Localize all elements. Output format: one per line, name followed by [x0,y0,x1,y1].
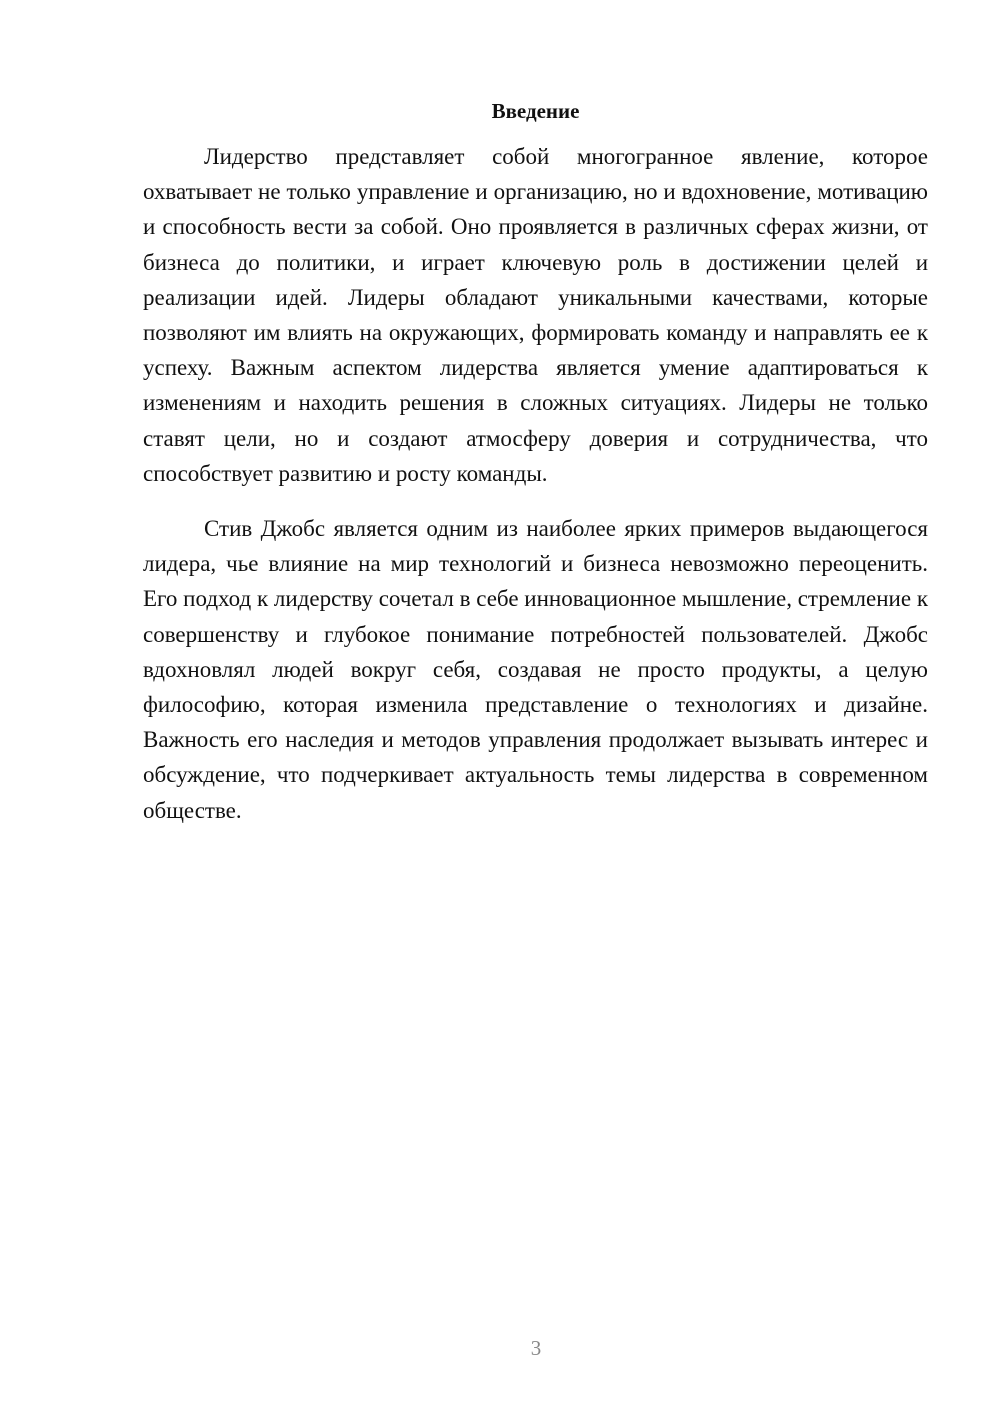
page-number: 3 [530,1336,542,1360]
section-title: Введение [491,99,580,123]
page-content [143,95,928,828]
body-paragraph-1: Лидерство представляет собой многогранное явление, которое охватывает не только управление и организацию, но и вдохновение, мотивацию и способность вести за собой. Оно проявляется в различных сферах жизни, от бизнеса до политики, и играет ключевую роль в достижении целей и реализации идей. Лидеры обладают уникальными качествами, которые позволяют им влиять на окружающих, формировать команду и направлять ее к успеху. Важным аспектом лидерства является умение адаптироваться к изменениям и находить решения в сложных ситуациях. Лидеры не только ставят цели, но и создают атмосферу доверия и сотрудничества, что способствует развитию и росту команды. [143,144,928,486]
body-paragraph-2: Стив Джобс является одним из наиболее ярких примеров выдающегося лидера, чье влияние на мир технологий и бизнеса невозможно переоценить. Его подход к лидерству сочетал в себе инновационное мышление, стремление к совершенству и глубокое понимание потребностей пользователей. Джобс вдохновлял людей вокруг себя, создавая не просто продукты, а целую философию, которая изменила представление о технологиях и дизайне. Важность его наследия и методов управления продолжает вызывать интерес и обсуждение, что подчеркивает актуальность темы лидерства в современном обществе. [143,516,928,823]
